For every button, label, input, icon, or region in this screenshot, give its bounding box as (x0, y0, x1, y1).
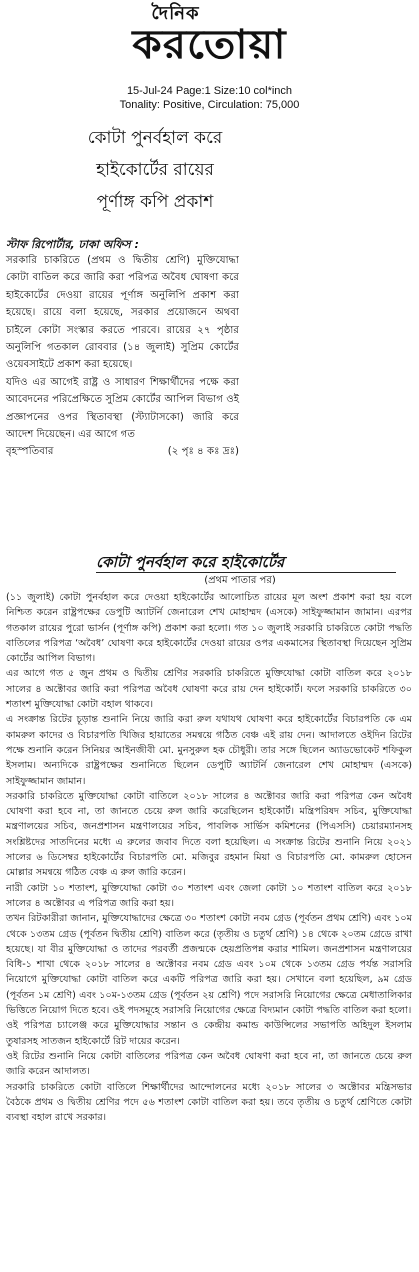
column-paragraph: সরকারি চাকরিতে (প্রথম ও দ্বিতীয় শ্রেণি) মুক্তিযোদ্ধা কোটা বাতিল করে জারি করা পরিপত্র অবৈধ ঘোষণা করে হাইকোর্টের দেওয়া রায়ের পূর্ণাঙ্গ অনুলিপি প্রকাশ করা হয়েছে। রায়ে বলা হয়েছে, সরকার প্রয়োজনে অথবা চাইলে কোটা সংস্কার করতে পারবে। রায়ের ২৭ পৃষ্ঠার অনুলিপি গতকাল রোববার (১৪ জুলাই) সুপ্রিম কোর্টের ওয়েবসাইটে প্রকাশ করা হয়েছে। (6, 255, 239, 371)
continuation-paragraph: এ সংক্রান্ত রিটের চূড়ান্ত শুনানি নিয়ে জারি করা রুল যথাযথ ঘোষণা করে হাইকোর্টের বিচারপতি কে এম কামরুল কাদের ও বিচারপতি খিজির হায়াতের সমন্বয়ে গঠিত বেঞ্চ এই রায় দেন। আদালতে ওইদিন রিটের পক্ষে শুনানি করেন সিনিয়র আইনজীবী মো. মুনসুরুল হক চৌধুরী। তার সঙ্গে ছিলেন অ্যাডভোকেট শফিকুল ইসলাম। অন্যদিকে রাষ্ট্রপক্ষের শুনানিতে ছিলেন ডেপুটি অ্যাটর্নি জেনারেল শেখ মোহাম্মদ (এসকে) সাইফুজ্জামান জামান। (6, 714, 412, 787)
continuation-paragraph: নারী কোটা ১০ শতাংশ, মুক্তিযোদ্ধা কোটা ৩০ শতাংশ এবং জেলা কোটা ১০ শতাংশ বাতিল করে ২০১৮ সালের ৪ অক্টোবর এ পরিপত্র জারি করা হয়। (6, 882, 412, 909)
clipping-meta (0, 84, 419, 112)
front-page-column (6, 252, 239, 461)
headline-line-1: কোটা পুনর্বহাল করে (87, 128, 223, 148)
continuation-paragraph: (১১ জুলাই) কোটা পুনর্বহাল করে দেওয়া হাইকোর্টের আলোচিত রায়ের মূল অংশ প্রকাশ করা হয় বলে নিশ্চিত করেন রাষ্ট্রপক্ষের ডেপুটি অ্যাটর্নি জেনারেল শেখ মোহাম্মদ (এসকে) সাইফুজ্জামান জামান। এরপর গতকাল রায়ের পুরো ভার্সন (পূর্ণাঙ্গ কপি) প্রকাশ করা হলো। গত ১০ জুলাই সরকারি চাকরিতে কোটা পদ্ধতি বাতিলের পরিপত্র ‘অবৈধ’ ঘোষণা করে হাইকোর্টের দেওয়া রায়ের ওপর একমাসের স্থিতাবস্থা দিয়েছেন সুপ্রিম কোর্টের আপিল বিভাগ। (6, 592, 412, 665)
headline-line-2: হাইকোর্টের রায়ের (96, 160, 214, 180)
article-headline (20, 122, 290, 218)
continued-from-label: (প্রথম পাতার পর) (204, 575, 276, 586)
masthead-daily-word: দৈনিক (151, 3, 200, 24)
jump-line (6, 443, 239, 460)
newspaper-masthead (0, 4, 419, 68)
continuation-paragraph: তখন রিটকারীরা জানান, মুক্তিযোদ্ধাদের ক্ষেত্রে ৩০ শতাংশ কোটা নবম গ্রেড (পূর্বতন প্রথম শ্রেণি) এবং ১০ম থেকে ১৩তম গ্রেড (পূর্বতন দ্বিতীয় শ্রেণি) বাতিল করে (তৃতীয় ও চতুর্থ শ্রেণি) ১৪ থেকে ২০তম গ্রেডে রাখা হয়েছে। যা বীর মুক্তিযোদ্ধা ও তাদের পরবর্তী প্রজন্মকে হেয়প্রতিপন্ন করার শামিল। জনপ্রশাসন মন্ত্রণালয়ের বিধি-১ শাখা থেকে ২০১৮ সালের ৪ অক্টোবর নবম গ্রেড এবং ১০ম থেকে ১৩তম গ্রেড পর্যন্ত সরাসরি নিয়োগে মুক্তিযোদ্ধা কোটা বাতিল করে একটি পরিপত্র জারি করা হয়। সেখানে বলা হয়েছিল, ৯ম গ্রেড (পূর্বতন ১ম শ্রেণি) এবং ১০ম-১৩তম গ্রেড (পূর্বতন ২য় শ্রেণি) পদে সরাসরি নিয়োগের ক্ষেত্রে মেধাতালিকার ভিত্তিতে নিয়োগ দিতে হবে। ওই পদসমূহে সরাসরি নিয়োগের ক্ষেত্রে বিদ্যমান কোটা পদ্ধতি বাতিল করা হলো। (6, 913, 412, 1017)
continuation-paragraph: সরকারি চাকরিতে কোটা বাতিলে শিক্ষার্থীদের আন্দোলনের মধ্যে ২০১৮ সালের ৩ অক্টোবর মন্ত্রিসভার বৈঠকে প্রথম ও দ্বিতীয় শ্রেণির পদে ৫৬ শতাংশ কোটা বাতিল করা হয়। তবে তৃতীয় ও চতুর্থ শ্রেণিতে কোটা ব্যবস্থা বহাল রাখে সরকার। (6, 1081, 412, 1124)
continuation-paragraph: সরকারি চাকরিতে মুক্তিযোদ্ধা কোটা বাতিলে ২০১৮ সালের ৪ অক্টোবর জারি করা পরিপত্র কেন অবৈধ ঘোষণা করা হবে না, তা জানতে চেয়ে রুল জারি করেছিলেন হাইকোর্ট। মন্ত্রিপরিষদ সচিব, মুক্তিযোদ্ধা মন্ত্রণালয়ের সচিব, জনপ্রশাসন মন্ত্রণালয়ের সচিব, পাবলিক সার্ভিস কমিশনের (পিএসসি) চেয়ারম্যানসহ সংশ্লিষ্টদের সাতদিনের মধ্যে এ রুলের জবাব দিতে বলা হয়েছিল। এ সংক্রান্ত রিটের শুনানি নিয়ে ২০২১ সালের ৬ ডিসেম্বর হাইকোর্টের বিচারপতি মো. মজিবুর রহমান মিয়া ও বিচারপতি মো. কামরুল হোসেন মোল্লার সমন্বয়ে গঠিত বেঞ্চ এ রুল জারি করেন। (6, 790, 412, 879)
continuation-paragraph: ওই রিটের শুনানি নিয়ে কোটা বাতিলের পরিপত্র কেন অবৈধ ঘোষণা করা হবে না, তা জানতে চেয়ে রুল জারি করেন আদালত। (6, 1050, 412, 1078)
continuation-paragraph: ওই পরিপত্র চ্যালেঞ্জ করে মুক্তিযোদ্ধার সন্তান ও কেন্দ্রীয় কমান্ড কাউন্সিলের সভাপতি অহিদুল ইসলাম তুষারসহ সাতজন হাইকোর্টে রিট দায়ের করেন। (6, 1020, 412, 1047)
column-paragraph: যদিও এর আগেই রাষ্ট্র ও সাধারণ শিক্ষার্থীদের পক্ষে করা আবেদনের পরিপ্রেক্ষিতে সুপ্রিম কোর্টের আপিল বিভাগ ওই প্রজ্ঞাপনের ওপর স্থিতাবস্থা (স্ট্যাটাসকো) জারি করে আদেশ দিয়েছেন। এর আগে গত (6, 376, 239, 441)
masthead-paper-name: করতোয়া (132, 21, 287, 68)
jump-reference: (২ পৃঃ ৪ কঃ দ্রঃ) (167, 446, 239, 458)
byline: স্টাফ রিপোর্টার, ঢাকা অফিস : (6, 238, 139, 251)
headline-line-3: পূর্ণাঙ্গ কপি প্রকাশ (96, 192, 214, 212)
clipping-date-page-size: 15-Jul-24 Page:1 Size:10 col*inch (126, 85, 293, 97)
jump-word: বৃহস্পতিবার (6, 446, 54, 458)
continuation-headline: কোটা পুনর্বহাল করে হাইকোর্টের (96, 552, 396, 573)
clipping-tonality-circulation: Tonality: Positive, Circulation: 75,000 (119, 99, 300, 111)
continuation-body (6, 590, 412, 1125)
continuation-paragraph: এর আগে গত ৫ জুন প্রথম ও দ্বিতীয় শ্রেণির সরকারি চাকরিতে মুক্তিযোদ্ধা কোটা বাতিল করে ২০১৮ সালের ৪ অক্টোবর জারি করা পরিপত্র অবৈধ ঘোষণা করে রায় দেন হাইকোর্ট। ফলে সরকারি চাকরিতে ৩০ শতাংশ মুক্তিযোদ্ধা কোটা বহাল থাকবে। (6, 668, 412, 711)
